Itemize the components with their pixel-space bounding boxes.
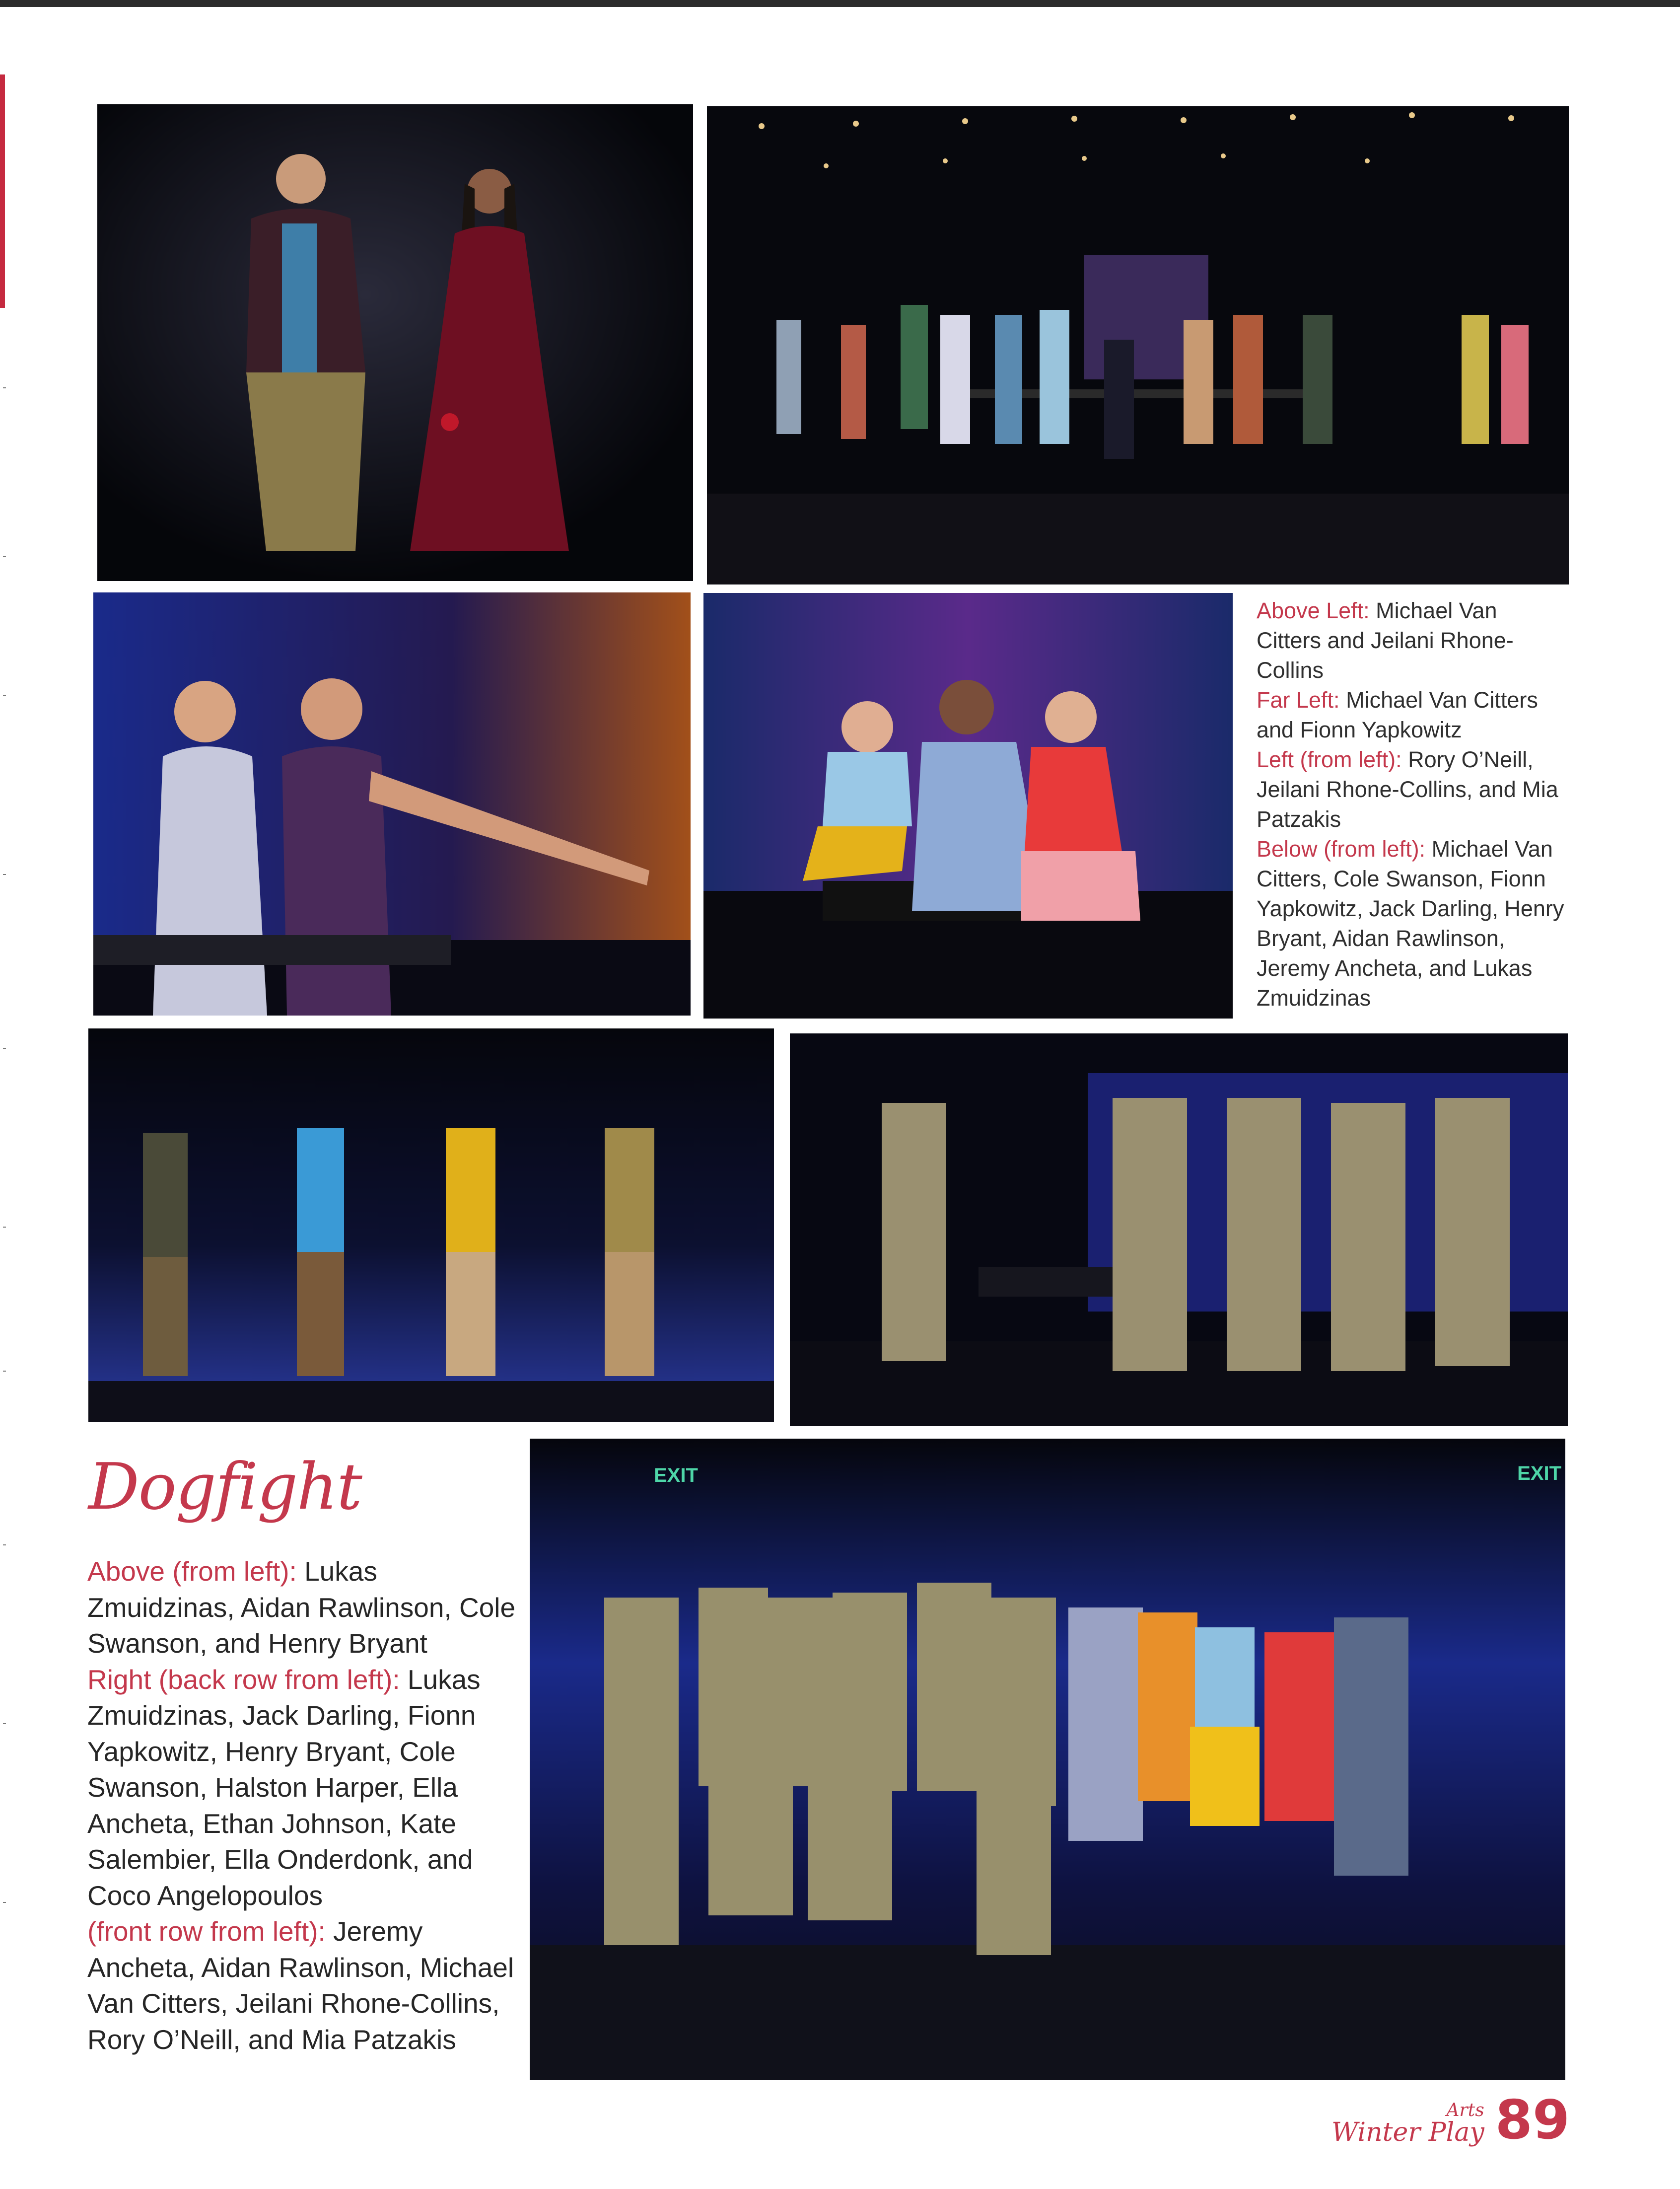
spine-tick: [3, 1227, 6, 1228]
spine-tick: [3, 1544, 6, 1545]
caption-entry: [87, 1556, 515, 1659]
caption-entry: [87, 1664, 481, 1911]
caption-left: [87, 1553, 524, 2057]
photo-soldiers-saluting: [790, 1033, 1568, 1426]
photo-duet-with-rose: [97, 104, 693, 581]
exit-sign-left: EXIT: [654, 1464, 698, 1486]
caption-text: Lukas Zmuidzinas, Aidan Rawlinson, Cole Swanson, and Henry Bryant: [87, 1556, 516, 1659]
photo-four-men-singing: [88, 1028, 774, 1422]
caption-entry: [1257, 747, 1558, 832]
photo-full-cast: [530, 1439, 1565, 2080]
caption-entry: [1257, 836, 1564, 1011]
caption-entry: [1257, 687, 1538, 742]
spine-color-tab: [0, 74, 5, 308]
folio-section-name: Arts: [1446, 2100, 1484, 2120]
spine-tick: [3, 874, 6, 875]
caption-text: Michael Van Citters, Cole Swanson, Fionn Yapkowitz, Jack Darling, Henry Bryant, Aidan Rawlinson, Jeremy Ancheta, and Lukas Zmuidzinas: [1257, 836, 1564, 1011]
caption-label: Left (from left):: [1257, 747, 1402, 772]
caption-label: Right (back row from left):: [87, 1664, 400, 1695]
spine-tick: [3, 1723, 6, 1724]
exit-sign-right: EXIT: [1517, 1462, 1561, 1484]
spine-tick: [3, 1048, 6, 1049]
photo-diner-ensemble: [707, 106, 1569, 584]
show-title: Dogfight: [88, 1450, 361, 1524]
caption-right: [1257, 596, 1564, 1013]
caption-label: (front row from left):: [87, 1916, 326, 1947]
page-number: 89: [1495, 2089, 1570, 2151]
spine-tick: [3, 1902, 6, 1903]
photo-three-women-bench: [703, 593, 1233, 1019]
folio-section: [1331, 2102, 1484, 2145]
caption-label: Far Left:: [1257, 687, 1340, 713]
caption-text: Michael Van Citters and Jeilani Rhone-Collins: [1257, 598, 1514, 683]
spine-tick: [3, 1371, 6, 1372]
caption-label: Above (from left):: [87, 1556, 297, 1587]
caption-text: Lukas Zmuidzinas, Jack Darling, Fionn Yapkowitz, Henry Bryant, Cole Swanson, Halston Harper, Ella Ancheta, Ethan Johnson, Kate Salembier, Ella Onderdonk, and Coco Angelopoulos: [87, 1664, 481, 1911]
caption-entry: [1257, 598, 1514, 683]
caption-entry: [87, 1916, 514, 2055]
caption-text: Jeremy Ancheta, Aidan Rawlinson, Michael Van Citters, Jeilani Rhone-Collins, Rory O’Neill, and Mia Patzakis: [87, 1916, 514, 2055]
spine-tick: [3, 556, 6, 557]
photo-two-men-confrontation: [93, 592, 691, 1016]
caption-label: Above Left:: [1257, 598, 1370, 623]
page-folio: [1331, 2089, 1570, 2151]
caption-text: Rory O’Neill, Jeilani Rhone-Collins, and Mia Patzakis: [1257, 747, 1558, 832]
caption-label: Below (from left):: [1257, 836, 1426, 862]
folio-subsection-name: Winter Play: [1331, 2117, 1484, 2147]
spine-tick: [3, 387, 6, 388]
caption-text: Michael Van Citters and Fionn Yapkowitz: [1257, 687, 1538, 742]
spine-tick: [3, 695, 6, 696]
top-rule: [0, 0, 1680, 7]
